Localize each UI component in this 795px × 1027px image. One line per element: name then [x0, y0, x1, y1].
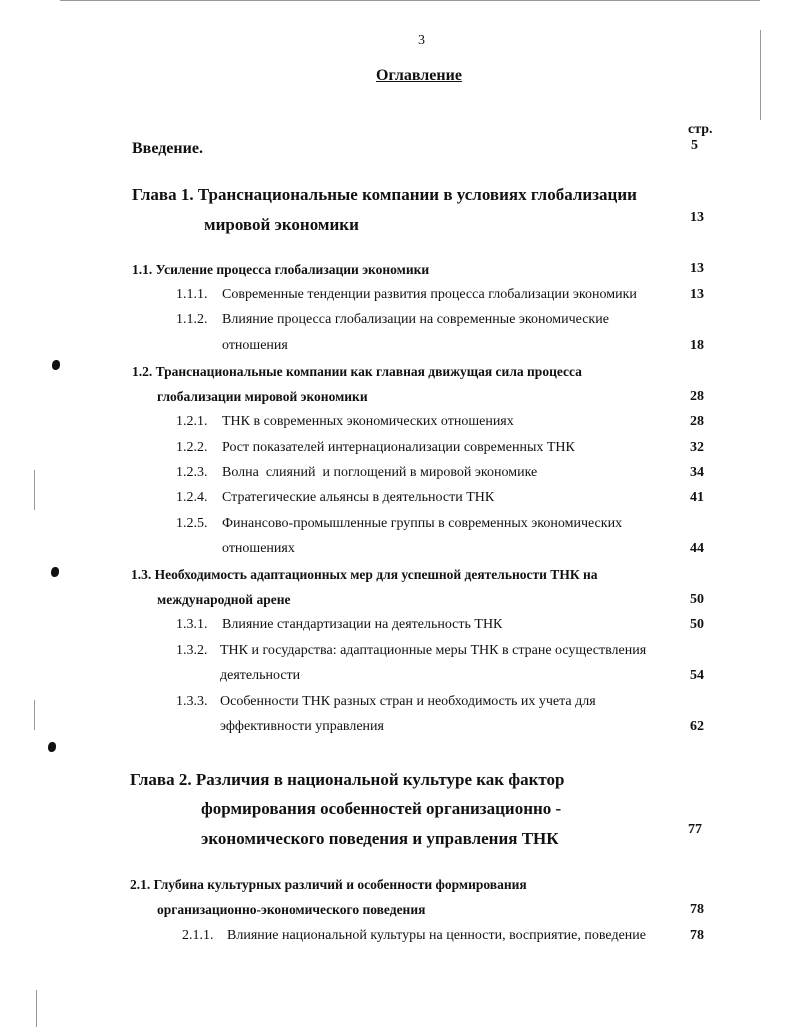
toc-item-num: 1.3.2.: [176, 643, 208, 658]
toc-item-num: 2.1.1.: [182, 928, 214, 943]
toc-item-num: 1.1.2.: [176, 312, 208, 327]
toc-item-1-2-5-line2: отношениях: [222, 541, 295, 556]
scan-edge-left-2: [34, 700, 35, 730]
toc-section-1-1-page: 13: [690, 261, 704, 276]
toc-section-1-3-line1: 1.3. Необходимость адаптационных мер для успешной деятельности ТНК на: [131, 567, 598, 582]
toc-item-1-1-1: Современные тенденции развития процесса глобализации экономики: [222, 287, 637, 302]
toc-item-2-1-1-page: 78: [690, 928, 704, 943]
toc-item-1-3-3-line2: эффективности управления: [220, 719, 384, 734]
toc-item-num: 1.2.2.: [176, 440, 208, 455]
toc-section-1-2-page: 28: [690, 389, 704, 404]
toc-item-1-3-3-page: 62: [690, 719, 704, 734]
page-title: Оглавление: [376, 67, 462, 84]
toc-section-1-2-line1: 1.2. Транснациональные компании как главная движущая сила процесса: [132, 364, 582, 379]
toc-section-1-2-line2: глобализации мировой экономики: [157, 389, 368, 404]
toc-section-1-3-line2: международной арене: [157, 592, 291, 607]
toc-item-1-3-1-page: 50: [690, 617, 704, 632]
punch-hole-mark: [51, 567, 59, 577]
toc-chapter-1-line1: Глава 1. Транснациональные компании в условиях глобализации: [132, 185, 637, 204]
toc-item-1-1-1-page: 13: [690, 287, 704, 302]
punch-hole-mark: [52, 360, 60, 370]
toc-item-1-2-1-page: 28: [690, 414, 704, 429]
toc-section-2-1-line1: 2.1. Глубина культурных различий и особенности формирования: [130, 877, 527, 892]
toc-item-1-1-2-line1: Влияние процесса глобализации на современные экономические: [222, 312, 609, 327]
toc-chapter-2-line2: формирования особенностей организационно -: [201, 799, 562, 818]
toc-chapter-2-line1: Глава 2. Различия в национальной культуре как фактор: [130, 770, 565, 789]
scan-edge-left: [34, 470, 35, 510]
scan-edge-top: [60, 0, 760, 1]
toc-intro-page: 5: [691, 138, 698, 153]
scan-edge-right: [760, 30, 761, 120]
toc-chapter-2-line3: экономического поведения и управления ТНК: [201, 829, 559, 848]
toc-item-1-2-2: Рост показателей интернационализации современных ТНК: [222, 440, 575, 455]
punch-hole-mark: [48, 742, 56, 752]
toc-item-1-2-1: ТНК в современных экономических отношениях: [222, 414, 514, 429]
toc-item-num: 1.2.4.: [176, 490, 208, 505]
toc-item-1-3-3-line1: Особенности ТНК разных стран и необходимость их учета для: [220, 694, 596, 709]
toc-item-num: 1.2.5.: [176, 516, 208, 531]
toc-item-1-1-2-page: 18: [690, 338, 704, 353]
toc-intro: Введение.: [132, 140, 203, 157]
toc-item-1-2-3: Волна слияний и поглощений в мировой экономике: [222, 465, 538, 480]
toc-chapter-1-line2: мировой экономики: [204, 215, 359, 234]
page-column-label: стр.: [688, 122, 713, 137]
toc-chapter-1-page: 13: [690, 210, 704, 225]
toc-item-2-1-1: Влияние национальной культуры на ценности, восприятие, поведение: [227, 928, 646, 943]
toc-item-1-2-5-page: 44: [690, 541, 704, 556]
toc-item-1-3-2-page: 54: [690, 668, 704, 683]
toc-section-2-1-line2: организационно-экономического поведения: [157, 902, 426, 917]
toc-item-1-2-4-page: 41: [690, 490, 704, 505]
toc-section-1-1: 1.1. Усиление процесса глобализации экономики: [132, 262, 430, 277]
toc-item-1-3-2-line1: ТНК и государства: адаптационные меры ТНК в стране осуществления: [220, 643, 647, 658]
toc-item-num: 1.2.1.: [176, 414, 208, 429]
toc-item-1-3-2-line2: деятельности: [220, 668, 301, 683]
toc-item-1-1-2-line2: отношения: [222, 338, 288, 353]
page-number: 3: [418, 33, 425, 48]
toc-section-2-1-page: 78: [690, 902, 704, 917]
toc-item-1-2-4: Стратегические альянсы в деятельности ТНК: [222, 490, 495, 505]
toc-section-1-3-page: 50: [690, 592, 704, 607]
toc-chapter-2-page: 77: [688, 822, 702, 837]
toc-item-1-2-5-line1: Финансово-промышленные группы в современных экономических: [222, 516, 623, 531]
toc-item-num: 1.2.3.: [176, 465, 208, 480]
toc-item-num: 1.3.1.: [176, 617, 208, 632]
toc-item-1-3-1: Влияние стандартизации на деятельность ТНК: [222, 617, 503, 632]
toc-item-1-2-2-page: 32: [690, 440, 704, 455]
toc-item-num: 1.3.3.: [176, 694, 208, 709]
scan-edge-left-3: [36, 990, 37, 1027]
toc-item-1-2-3-page: 34: [690, 465, 704, 480]
toc-item-num: 1.1.1.: [176, 287, 208, 302]
